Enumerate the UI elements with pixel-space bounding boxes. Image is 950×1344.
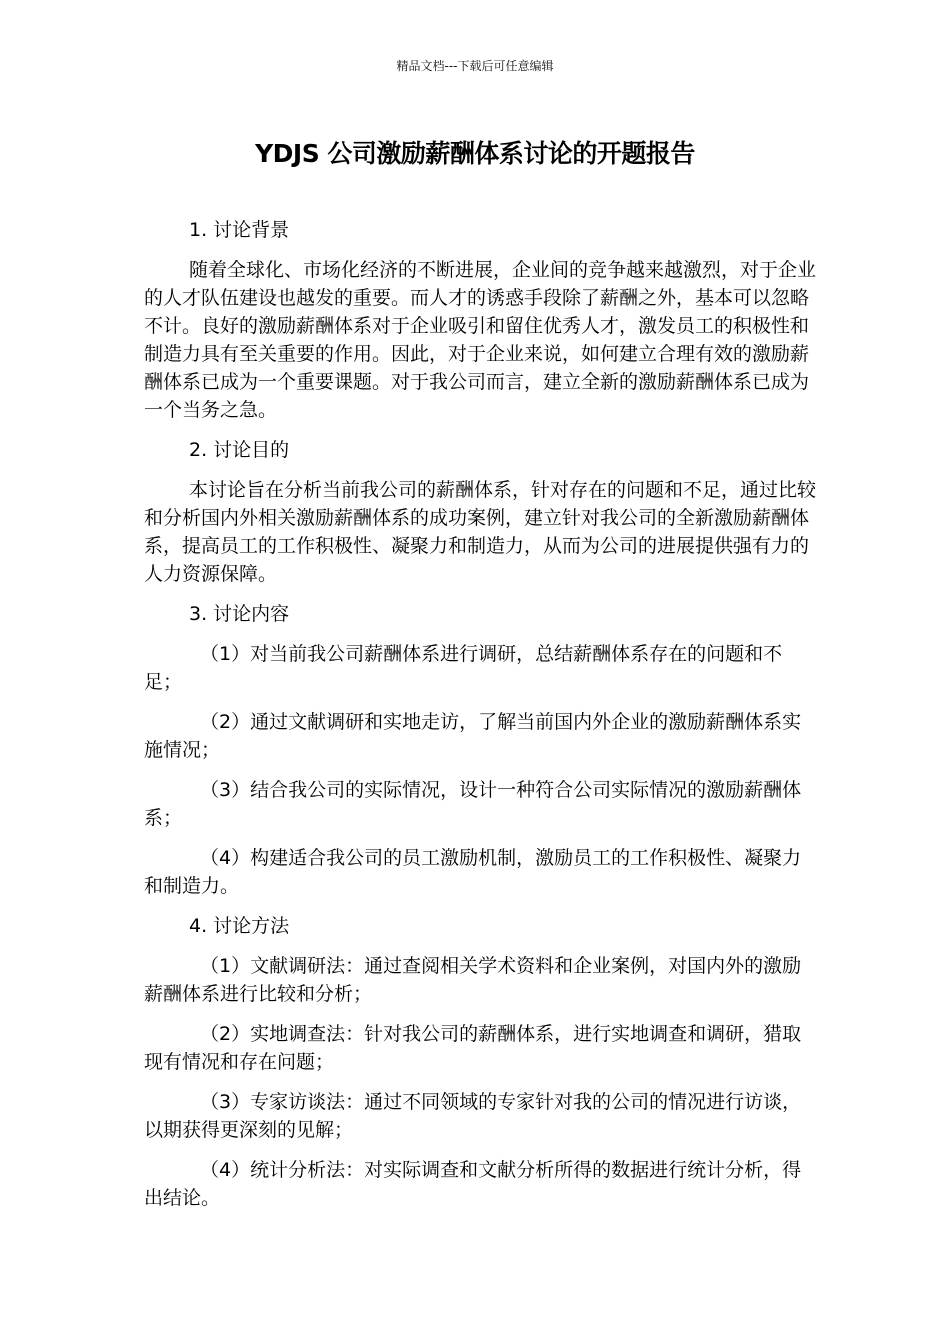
list-item-method-3: （3）专家访谈法：通过不同领域的专家针对我的公司的情况进行访谈，以期获得更深刻的见解； <box>144 1091 802 1141</box>
list-item-method-4: （4）统计分析法：对实际调查和文献分析所得的数据进行统计分析，得出结论。 <box>144 1159 802 1209</box>
document-body <box>144 216 820 1212</box>
paragraph-purpose: 本讨论旨在分析当前我公司的薪酬体系，针对存在的问题和不足，通过比较和分析国内外相关激励薪酬体系的成功案例，建立针对我公司的全新激励薪酬体系，提高员工的工作积极性、凝聚力和制造力，从而为公司的进展提供强有力的人力资源保障。 <box>144 479 817 585</box>
section-heading-content: 3. 讨论内容 <box>189 603 290 625</box>
list-item-content-4: （4）构建适合我公司的员工激励机制，激励员工的工作积极性、凝聚力和制造力。 <box>144 847 802 897</box>
list-item-method-1: （1）文献调研法：通过查阅相关学术资料和企业案例，对国内外的激励薪酬体系进行比较和分析； <box>144 955 802 1005</box>
section-heading-background: 1. 讨论背景 <box>189 219 290 241</box>
section-heading-purpose: 2. 讨论目的 <box>189 439 290 461</box>
list-item-content-2: （2）通过文献调研和实地走访，了解当前国内外企业的激励薪酬体系实施情况； <box>144 711 802 761</box>
document-title: YDJS 公司激励薪酬体系讨论的开题报告 <box>255 139 695 168</box>
list-item-content-1: （1）对当前我公司薪酬体系进行调研，总结薪酬体系存在的问题和不足； <box>144 643 783 693</box>
section-heading-methods: 4. 讨论方法 <box>189 915 290 937</box>
header-note: 精品文档---下载后可任意编辑 <box>396 59 554 73</box>
paragraph-background: 随着全球化、市场化经济的不断进展，企业间的竞争越来越激烈，对于企业的人才队伍建设也越发的重要。而人才的诱惑手段除了薪酬之外，基本可以忽略不计。良好的激励薪酬体系对于企业吸引和留住优秀人才，激发员工的积极性和制造力具有至关重要的作用。因此，对于企业来说，如何建立合理有效的激励薪酬体系已成为一个重要课题。对于我公司而言，建立全新的激励薪酬体系已成为一个当务之急。 <box>144 259 817 421</box>
list-item-content-3: （3）结合我公司的实际情况，设计一种符合公司实际情况的激励薪酬体系； <box>144 779 802 829</box>
list-item-method-2: （2）实地调查法：针对我公司的薪酬体系，进行实地调查和调研，猎取现有情况和存在问题； <box>144 1023 802 1073</box>
